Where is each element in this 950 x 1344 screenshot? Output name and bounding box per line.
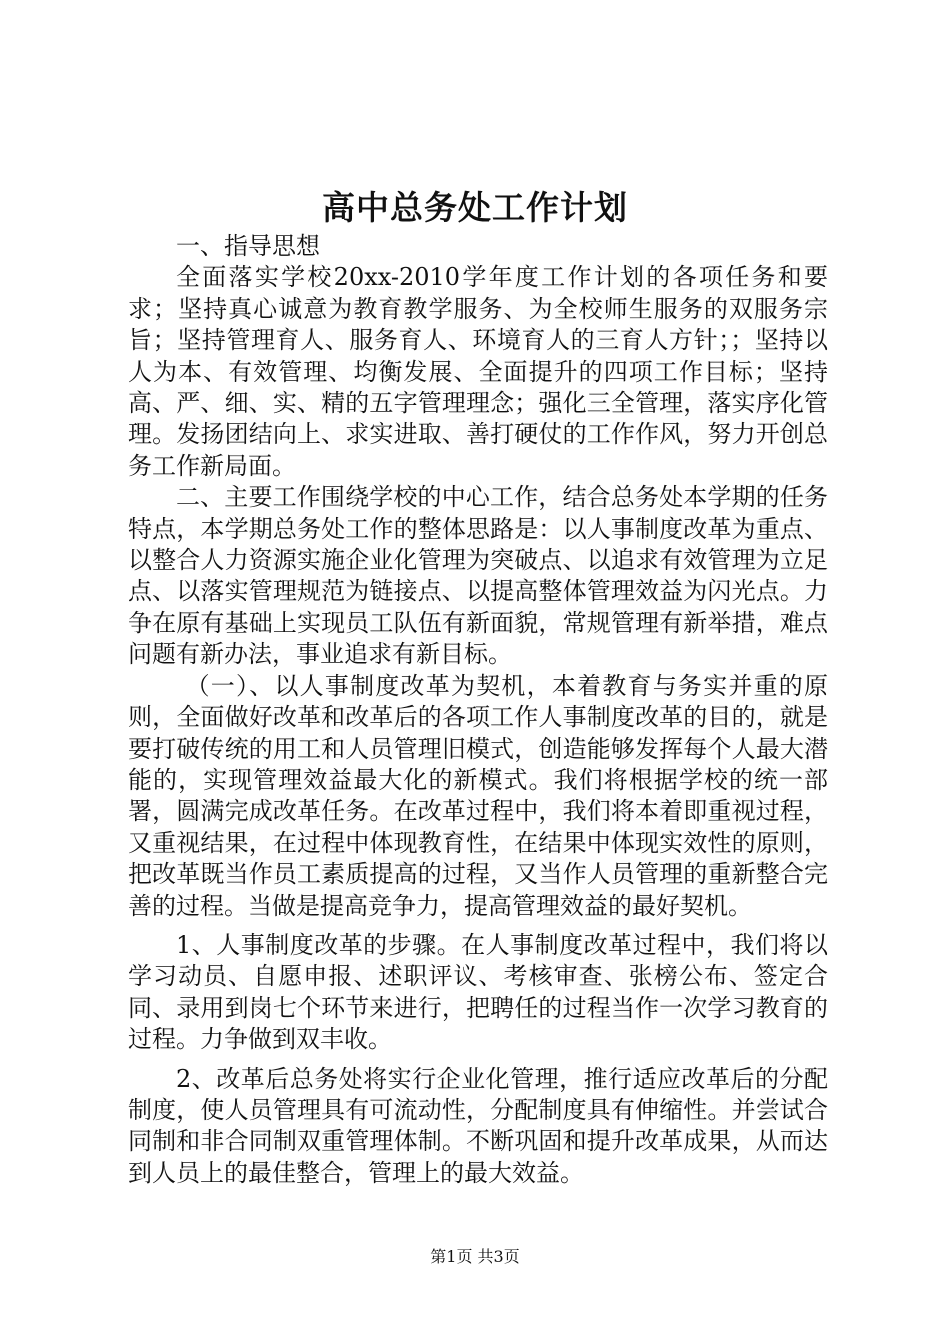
document-title: 高中总务处工作计划 <box>322 188 628 227</box>
paragraph-main-work: 二、主要工作围绕学校的中心工作，结合总务处本学期的任务特点，本学期总务处工作的整体思路是：以人事制度改革为重点、以整合人力资源实施企业化管理为突破点、以追求有效管理为立足点、以落实管理规范为链接点、以提高整体管理效益为闪光点。力争在原有基础上实现员工队伍有新面貌，常规管理有新举措，难点问题有新办法，事业追求有新目标。 <box>128 483 828 669</box>
paragraph-guiding-thought: 全面落实学校20xx-2010学年度工作计划的各项任务和要求；坚持真心诚意为教育教学服务、为全校师生服务的双服务宗旨；坚持管理育人、服务育人、环境育人的三育人方针；；坚持以人为本、有效管理、均衡发展、全面提升的四项工作目标；坚持高、严、细、实、精的五字管理理念；强化三全管理，落实序化管理。发扬团结向上、求实进取、善打硬仗的工作作风，努力开创总务工作新局面。 <box>128 263 828 480</box>
paragraph-post-reform: 2、改革后总务处将实行企业化管理，推行适应改革后的分配制度，使人员管理具有可流动性，分配制度具有伸缩性。并尝试合同制和非合同制双重管理体制。不断巩固和提升改革成果，从而达到人员上的最佳整合，管理上的最大效益。 <box>128 1064 828 1187</box>
page-number-footer: 第1页 共3页 <box>430 1247 520 1266</box>
paragraph-personnel-reform: （一）、以人事制度改革为契机，本着教育与务实并重的原则，全面做好改革和改革后的各项工作人事制度改革的目的，就是要打破传统的用工和人员管理旧模式，创造能够发挥每个人最大潜能的，实现管理效益最大化的新模式。我们将根据学校的统一部署，圆满完成改革任务。在改革过程中，我们将本着即重视过程，又重视结果，在过程中体现教育性，在结果中体现实效性的原则，把改革既当作员工素质提高的过程，又当作人员管理的重新整合完善的过程。当做是提高竞争力，提高管理效益的最好契机。 <box>128 671 828 920</box>
paragraph-reform-steps: 1、人事制度改革的步骤。在人事制度改革过程中，我们将以学习动员、自愿申报、述职评议、考核审查、张榜公布、签定合同、录用到岗七个环节来进行，把聘任的过程当作一次学习教育的过程。力争做到双丰收。 <box>128 930 828 1054</box>
section-heading-guiding-thought: 一、指导思想 <box>176 232 320 260</box>
document-body <box>128 231 828 1189</box>
